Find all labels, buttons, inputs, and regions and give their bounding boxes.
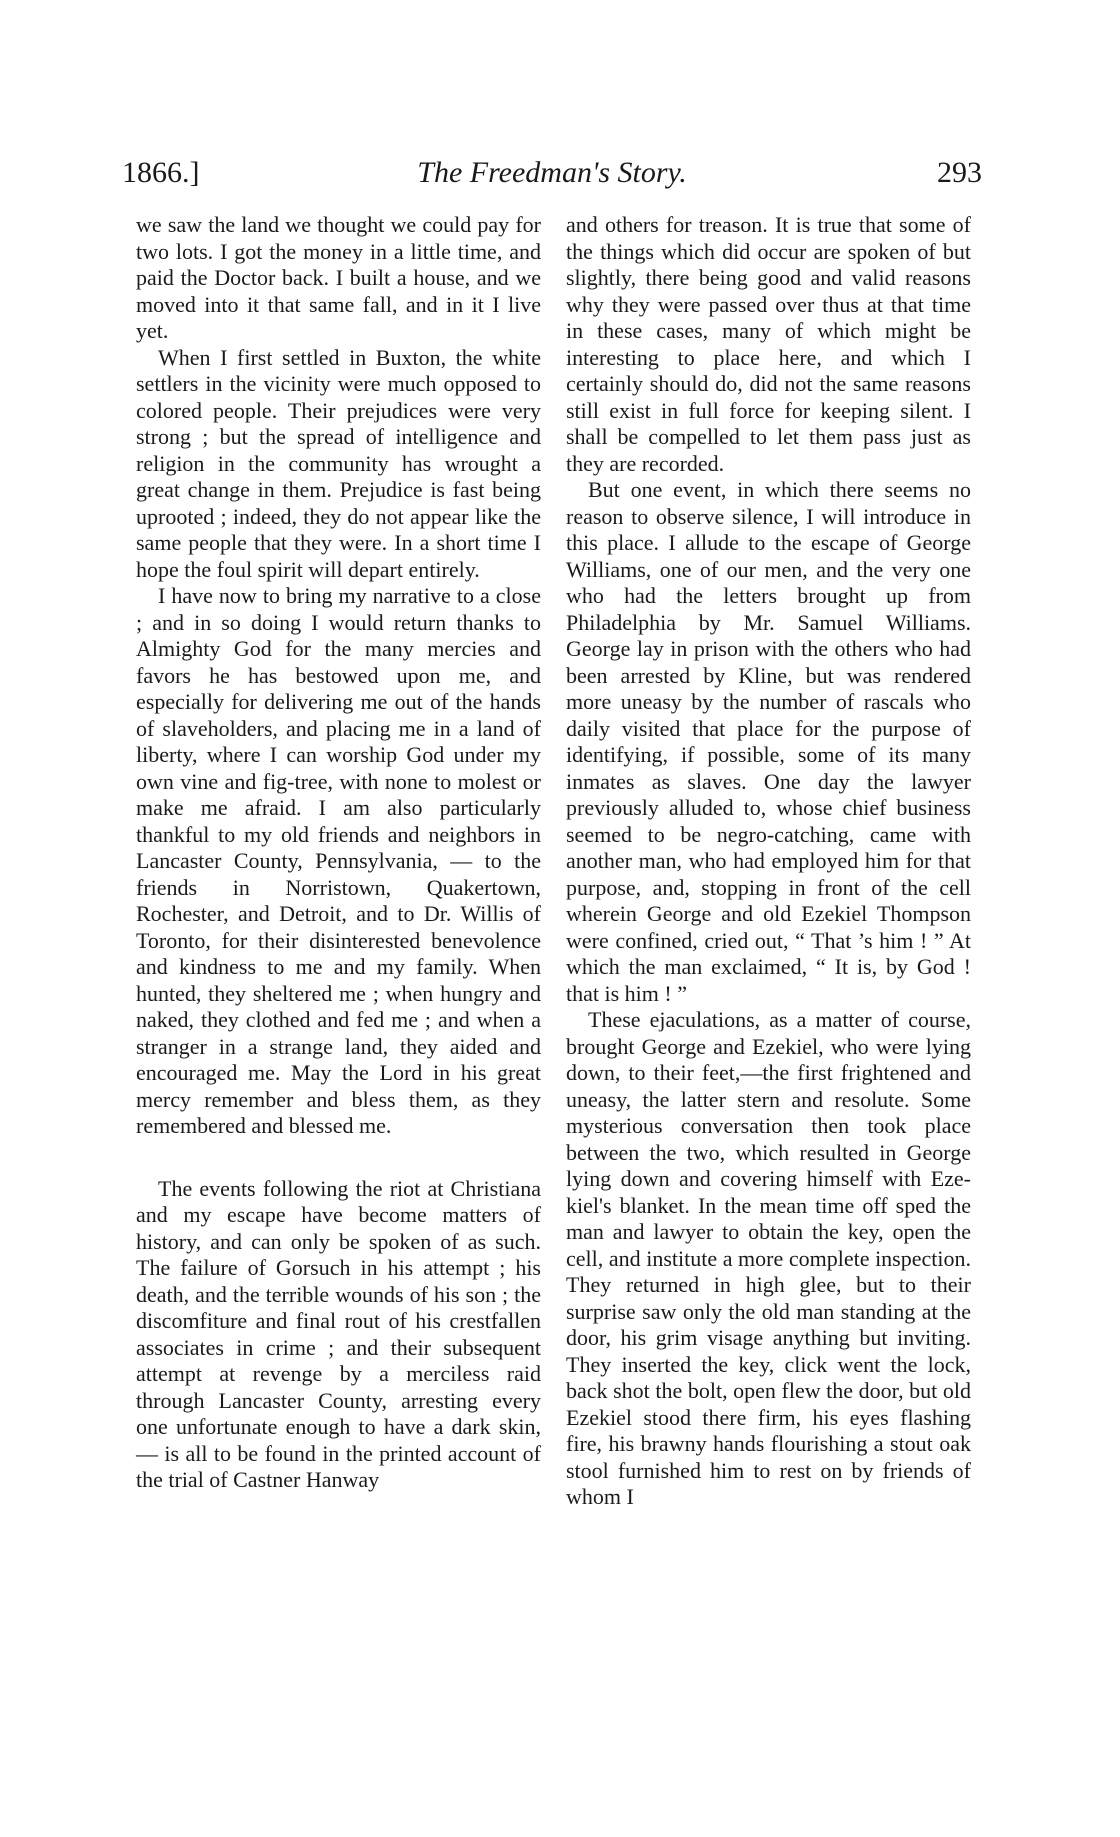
paragraph: I have now to bring my narrative to a close ; and in so doing I would return thanks to Almighty God for the many mercies and favors he has bestowed upon me, and especially for delivering me out of the hands of slaveholders, and placing me in a land of liberty, where I can worship God under my own vine and fig-tree, with none to molest or make me afraid. I am also particularly thankful to my old friends and neighbors in Lancaster County, Pennsylvania, — to the friends in Norristown, Quakertown, Rochester, and Detroit, and to Dr. Willis of Toronto, for their disinterested benevolence and kindness to me and my family. When hunted, they sheltered me ; when hungry and naked, they clothed and fed me ; and when a stranger in a strange land, they aided and encouraged me. May the Lord in his great mercy remember and bless them, as they remembered and blessed me. — [136, 583, 541, 1138]
paragraph: When I first settled in Buxton, the white settlers in the vicinity were much opposed to colored people. Their prejudices were very strong ; but the spread of intelligence and religion in the community has wrought a great change in them. Prejudice is fast being uprooted ; indeed, they do not appear like the same people that they were. In a short time I hope the foul spirit will depart entirely. — [136, 344, 541, 582]
paragraph: we saw the land we thought we could pay for two lots. I got the money in a little time, and paid the Doctor back. I built a house, and we moved into it that same fall, and in it I live yet. — [136, 212, 541, 343]
left-column — [136, 212, 541, 1494]
paragraph: These ejaculations, as a matter of course, brought George and Ezekiel, who were lying down, to their feet,—the first frightened and uneasy, the latter stern and resolute. Some mysterious conversation then took place between the two, which resulted in George lying down and covering himself with Ezekiel's blanket. In the mean time off sped the man and lawyer to obtain the key, open the cell, and institute a more complete inspection. They returned in high glee, but to their surprise saw only the old man standing at the door, his grim visage anything but inviting. They inserted the key, click went the lock, back shot the bolt, open flew the door, but old Ezekiel stood there firm, his eyes flashing fire, his brawny hands flourishing a stout oak stool furnished him to rest on by friends of whom I — [566, 1007, 971, 1509]
running-header — [122, 150, 982, 196]
paragraph: The events following the riot at Christiana and my escape have become matters of history, and can only be spoken of as such. The failure of Gorsuch in his attempt ; his death, and the terrible wounds of his son ; the discomfiture and final rout of his crestfallen associates in crime ; and their subsequent attempt at revenge by a merciless raid through Lancaster County, arresting every one unfortunate enough to have a dark skin, — is all to be found in the printed account of the trial of Castner Hanway — [136, 1175, 541, 1492]
header-title: The Freedman's Story. — [417, 156, 687, 189]
page-number: 293 — [937, 156, 982, 189]
right-column — [566, 212, 971, 1511]
paragraph: and others for treason. It is true that some of the things which did occur are spoken of but slightly, there being good and valid reasons why they were passed over thus at that time in these cases, many of which might be interesting to place here, and which I certainly should do, did not the same reasons still exist in full force for keeping silent. I shall be compelled to let them pass just as they are recorded. — [566, 212, 971, 476]
paragraph: But one event, in which there seems no reason to observe silence, I will introduce in this place. I allude to the escape of George Williams, one of our men, and the very one who had the letters brought up from Philadelphia by Mr. Samuel Williams. George lay in prison with the others who had been arrested by Kline, but was rendered more uneasy by the number of rascals who daily visited that place for the purpose of identifying, if possible, some of its many inmates as slaves. One day the lawyer previously alluded to, whose chief business seemed to be negro-catching, came with another man, who had employed him for that purpose, and, stopping in front of the cell wherein George and old Ezekiel Thompson were confined, cried out, “ That ’s him ! ” At which the man exclaimed, “ It is, by God ! that is him ! ” — [566, 477, 971, 1006]
header-year: 1866.] — [122, 156, 200, 189]
